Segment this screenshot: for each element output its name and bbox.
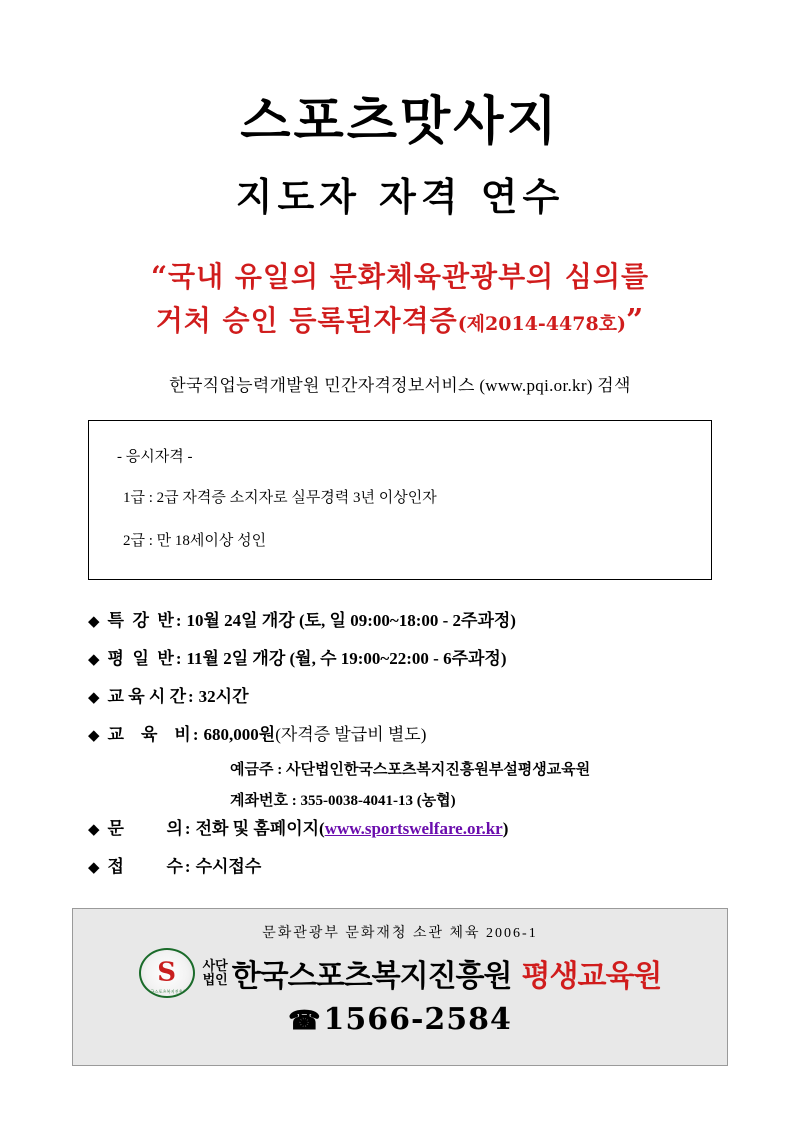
telephone-icon: ☎ — [288, 1006, 322, 1036]
info-row-contact — [88, 814, 800, 839]
info-label-tuition: 교 육 비 — [107, 724, 191, 744]
info-sep-2: : — [175, 648, 182, 668]
organization-name: 한국스포츠복지진흥원 — [231, 959, 512, 994]
qualification-box — [88, 420, 712, 580]
diamond-bullet-icon: ◆ — [88, 613, 100, 630]
phone-row — [73, 1002, 727, 1037]
info-row-special-class — [88, 606, 800, 631]
diamond-bullet-icon: ◆ — [88, 689, 100, 706]
diamond-bullet-icon: ◆ — [88, 821, 100, 838]
qualification-item-2: 2급 : 만 18세이상 성인 — [123, 532, 267, 549]
info-label-weekday-class: 평 일 반 — [107, 648, 174, 668]
organization-emblem-icon — [139, 948, 195, 998]
organization-row — [73, 948, 727, 998]
info-label-application: 접 수 — [107, 856, 183, 876]
corporation-prefix — [203, 959, 228, 986]
info-value-weekday-class: 11월 2일 개강 (월, 수 19:00~22:00 - 6주과정) — [186, 648, 507, 668]
info-label-contact: 문 의 — [107, 818, 183, 838]
info-row-tuition — [88, 720, 800, 745]
info-value-special-class: 10월 24일 개강 (토, 일 09:00~18:00 - 2주과정) — [186, 610, 516, 630]
phone-number: 1566-2584 — [323, 1002, 512, 1037]
footer-box — [72, 908, 728, 1066]
quote-line-2-text: 거처 승인 등록된자격증 — [155, 304, 458, 338]
contact-prefix: 전화 및 홈페이지( — [195, 818, 325, 838]
info-sep-3: : — [188, 686, 194, 706]
registry-prefix: 한국직업능력개발원 민간자격정보서비스 ( — [169, 375, 486, 395]
info-sep-4: : — [192, 724, 199, 744]
info-sep-5: : — [184, 818, 191, 838]
homepage-link[interactable]: www.sportswelfare.or.kr — [324, 818, 503, 838]
tuition-note: (자격증 발급비 별도) — [275, 724, 427, 744]
info-value-contact — [196, 814, 509, 839]
info-value-tuition: 680,000원 — [203, 724, 276, 744]
info-sep-6: : — [184, 856, 191, 876]
contact-suffix: ) — [502, 818, 509, 838]
info-row-application — [88, 852, 800, 877]
diamond-bullet-icon: ◆ — [88, 859, 100, 876]
title-block — [0, 0, 800, 221]
diamond-bullet-icon: ◆ — [88, 651, 100, 668]
info-value-application: 수시접수 — [195, 856, 262, 876]
quote-close-mark: ” — [626, 303, 645, 339]
registry-search-line — [0, 371, 800, 396]
info-row-training-hours — [88, 682, 800, 707]
page-title: 스포츠맛사지 — [240, 91, 560, 152]
registry-suffix: ) 검색 — [586, 375, 631, 395]
emblem-ring-text: 한국스포츠복지진흥원 — [146, 989, 187, 994]
corporation-prefix-line-2: 법인 — [202, 972, 228, 987]
organization-name-highlight: 평생교육원 — [521, 959, 662, 994]
info-row-weekday-class — [88, 644, 800, 669]
quote-line-2 — [0, 298, 800, 345]
footer-authority-line: 문화관광부 문화재청 소관 체육 2006-1 — [262, 926, 538, 941]
course-info-list — [88, 606, 800, 877]
registry-url: www.pqi.or.kr — [485, 375, 587, 395]
account-holder-line: 예금주 : 사단법인한국스포츠복지진흥원부설평생교육원 — [230, 761, 591, 778]
qualification-item-1: 1급 : 2급 자격증 소지자로 실무경력 3년 이상인자 — [123, 489, 437, 506]
account-number-line: 계좌번호 : 355-0038-4041-13 (농협) — [230, 792, 456, 809]
info-label-special-class: 특 강 반 — [107, 610, 174, 630]
page-subtitle: 지도자 자격 연수 — [235, 173, 565, 219]
certificate-number: (제2014-4478호) — [457, 313, 627, 336]
quote-line-1: “국내 유일의 문화체육관광부의 심의를 — [150, 259, 650, 293]
emblem-letter: S — [157, 957, 176, 988]
info-label-training-hours: 교 육 시 간 — [107, 686, 186, 706]
qualification-heading: - 응시자격 - — [117, 448, 193, 465]
highlight-quote — [0, 255, 800, 345]
corporation-prefix-line-1: 사단 — [202, 958, 228, 974]
info-value-training-hours: 32시간 — [198, 686, 249, 706]
info-sep-1: : — [175, 610, 182, 630]
diamond-bullet-icon: ◆ — [88, 727, 100, 744]
